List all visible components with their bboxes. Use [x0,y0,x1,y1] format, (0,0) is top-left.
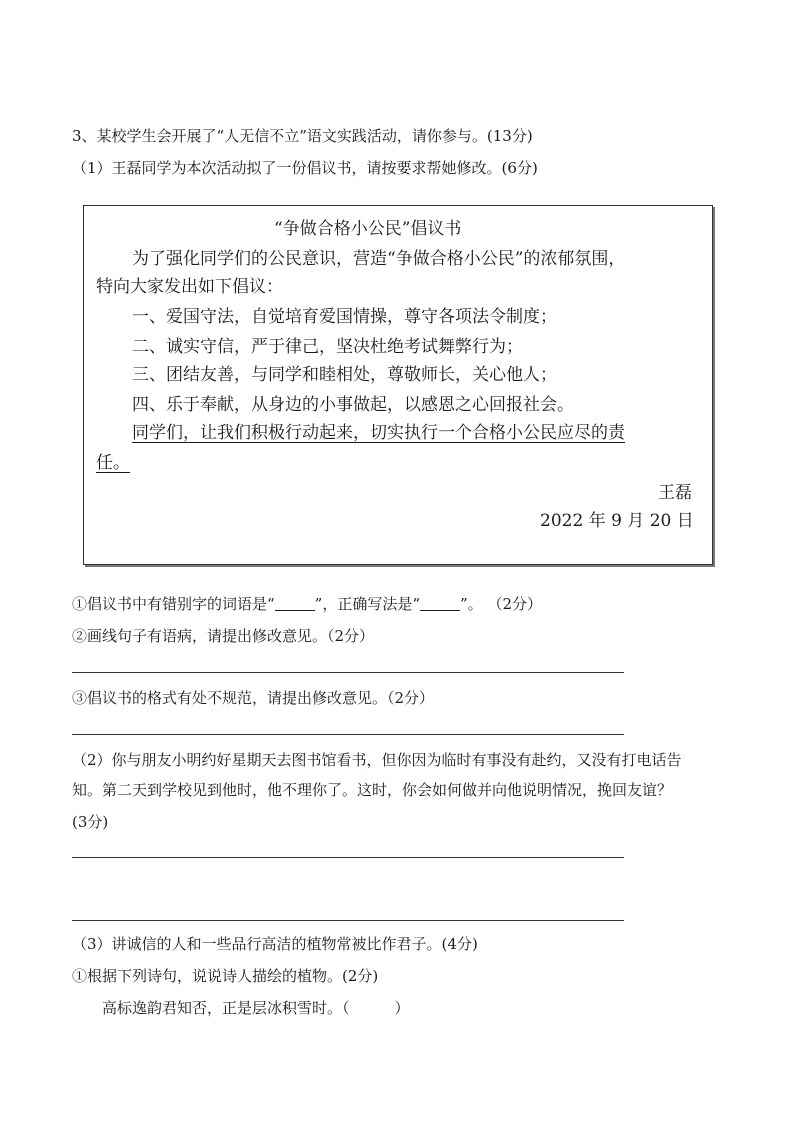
proposal-item-1: 一、爱国守法，自觉培育爱国情操，尊守各项法令制度； [132,307,557,327]
proposal-closing-line1: 同学们，让我们积极行动起来，切实执行一个合格小公民应尽的责 [132,423,625,443]
sub-question-2: ②画线句子有语病，请提出修改意见。（2分） [72,627,375,645]
question-3-2-line3: (3分) [72,813,109,831]
question-3-2-line1: （2）你与朋友小明约好星期天去图书馆看书，但你因为临时有事没有赴约，又没有打电话告 [72,751,682,769]
proposal-signature: 王磊 [658,483,692,503]
answer-line-3[interactable] [72,734,624,735]
question-3-3-sub1: ①根据下列诗句，说说诗人描绘的植物。(2分) [72,967,379,985]
proposal-intro-line2: 特向大家发出如下倡议： [96,277,283,297]
proposal-item-3: 三、团结友善，与同学和睦相处，尊敬师长，关心他人； [132,365,557,385]
proposal-date: 2022 年 9 月 20 日 [540,511,694,531]
answer-line-2[interactable] [72,672,624,673]
proposal-item-2: 二、诚实守信，严于律己，坚决杜绝考试舞弊行为； [132,337,523,357]
question-3-2-line2: 知。第二天到学校见到他时，他不理你了。这时，你会如何做并向他说明情况，挽回友谊？ [72,781,673,799]
sub-question-1-text-a: ①倡议书中有错别字的词语是“ [72,595,275,613]
question-3-3-heading: （3）讲诚信的人和一些品行高洁的植物常被比作君子。(4分) [72,935,478,953]
sub-question-1-text-c: ”。 （2分） [460,595,542,613]
answer-blank-wrong-word[interactable] [275,596,315,611]
sub-question-3: ③倡议书的格式有处不规范，请提出修改意见。（2分） [72,689,435,707]
proposal-title: “争做合格小公民”倡议书 [274,219,462,239]
answer-line-q2-b[interactable] [72,920,624,921]
proposal-intro-line1: 为了强化同学们的公民意识，营造“争做合格小公民”的浓郁氛围， [132,249,626,269]
proposal-closing-line2: 任。 [96,453,130,473]
proposal-box [83,205,713,565]
sub-question-1 [72,594,542,614]
question-3-heading: 3、某校学生会开展了“人无信不立”语文实践活动，请你参与。(13分) [72,127,533,145]
answer-line-q2-a[interactable] [72,857,624,858]
answer-blank-correct-word[interactable] [420,596,460,611]
proposal-item-4: 四、乐于奉献，从身边的小事做起，以感恩之心回报社会。 [132,395,574,415]
sub-question-1-text-b: ”，正确写法是“ [314,595,421,613]
question-3-1-heading: （1）王磊同学为本次活动拟了一份倡议书，请按要求帮她修改。(6分) [72,159,538,177]
poem-line: 高标逸韵君知否，正是层冰积雪时。（ ） [102,999,410,1017]
